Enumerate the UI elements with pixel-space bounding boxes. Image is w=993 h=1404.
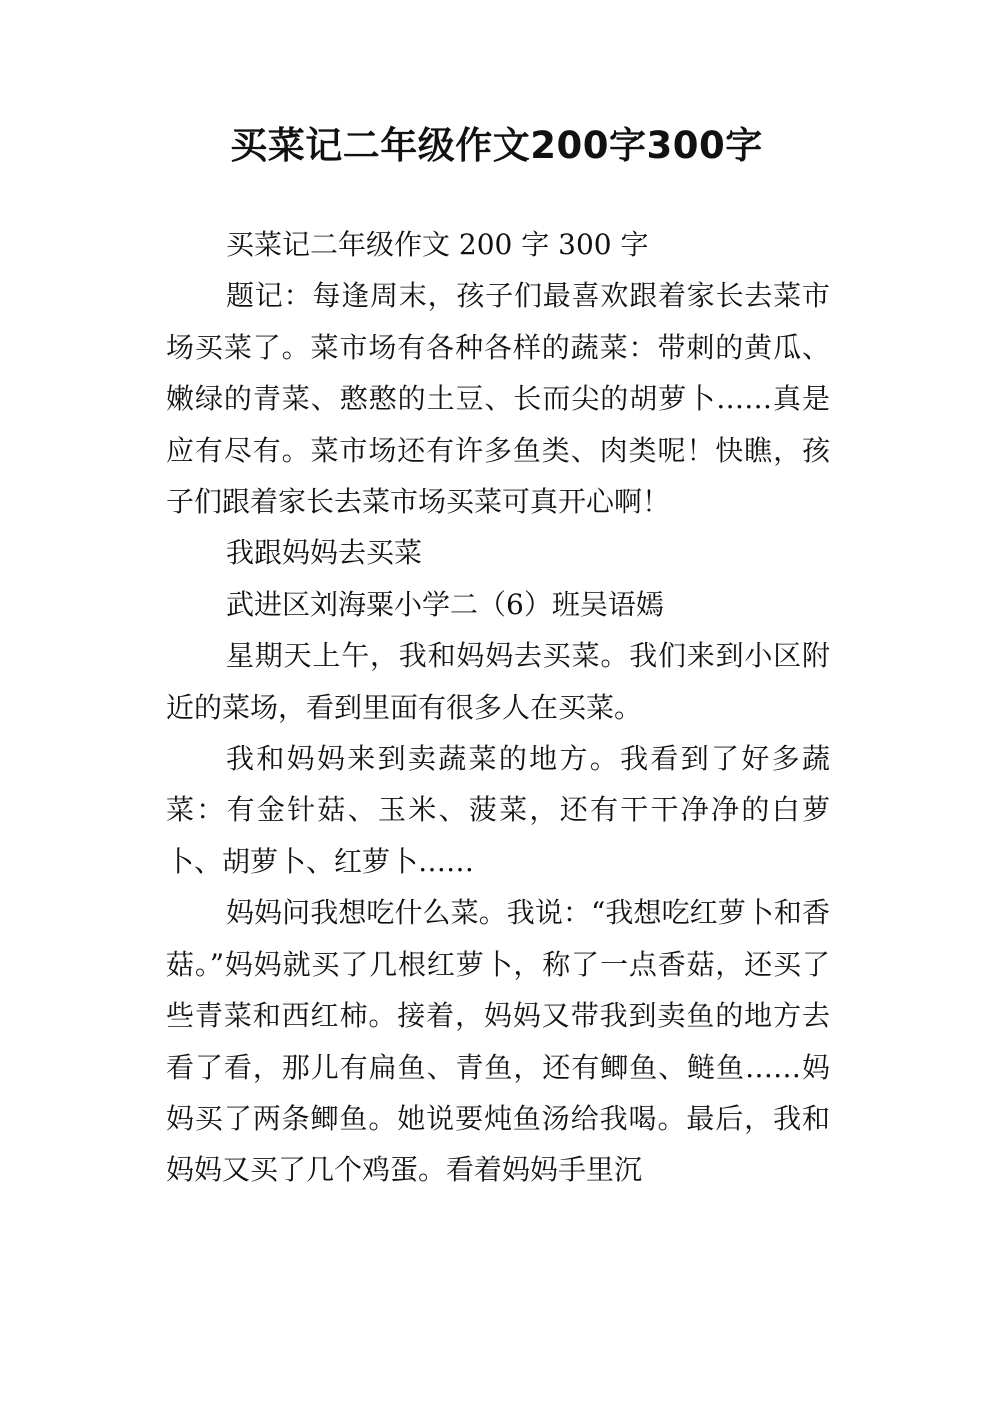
document-title: 买菜记二年级作文200字300字: [230, 124, 763, 167]
document-body: [166, 219, 830, 1196]
preface-paragraph: 题记：每逢周末，孩子们最喜欢跟着家长去菜市场买菜了。菜市场有各种各样的蔬菜：带刺的黄瓜、嫩绿的青菜、憨憨的土豆、长而尖的胡萝卜……真是应有尽有。菜市场还有许多鱼类、肉类呢！快瞧，孩子们跟着家长去菜市场买菜可真开心啊！: [166, 279, 830, 519]
essay-title: 我跟妈妈去买菜: [226, 536, 423, 570]
author-line: 武进区刘海粟小学二（6）班吴语嫣: [226, 587, 664, 621]
body-paragraph: 星期天上午，我和妈妈去买菜。我们来到小区附近的菜场，看到里面有很多人在买菜。: [166, 639, 830, 724]
body-paragraph: 我和妈妈来到卖蔬菜的地方。我看到了好多蔬菜：有金针菇、玉米、菠菜，还有干干净净的白萝卜、胡萝卜、红萝卜……: [166, 742, 830, 878]
subtitle-paragraph: 买菜记二年级作文 200 字 300 字: [226, 228, 649, 261]
body-paragraph: 妈妈问我想吃什么菜。我说：“我想吃红萝卜和香菇。”妈妈就买了几根红萝卜，称了一点香菇，还买了些青菜和西红柿。接着，妈妈又带我到卖鱼的地方去看了看，那儿有扁鱼、青鱼，还有鲫鱼、鲢鱼……妈妈买了两条鲫鱼。她说要炖鱼汤给我喝。最后，我和妈妈又买了几个鸡蛋。看着妈妈手里沉: [166, 896, 830, 1187]
